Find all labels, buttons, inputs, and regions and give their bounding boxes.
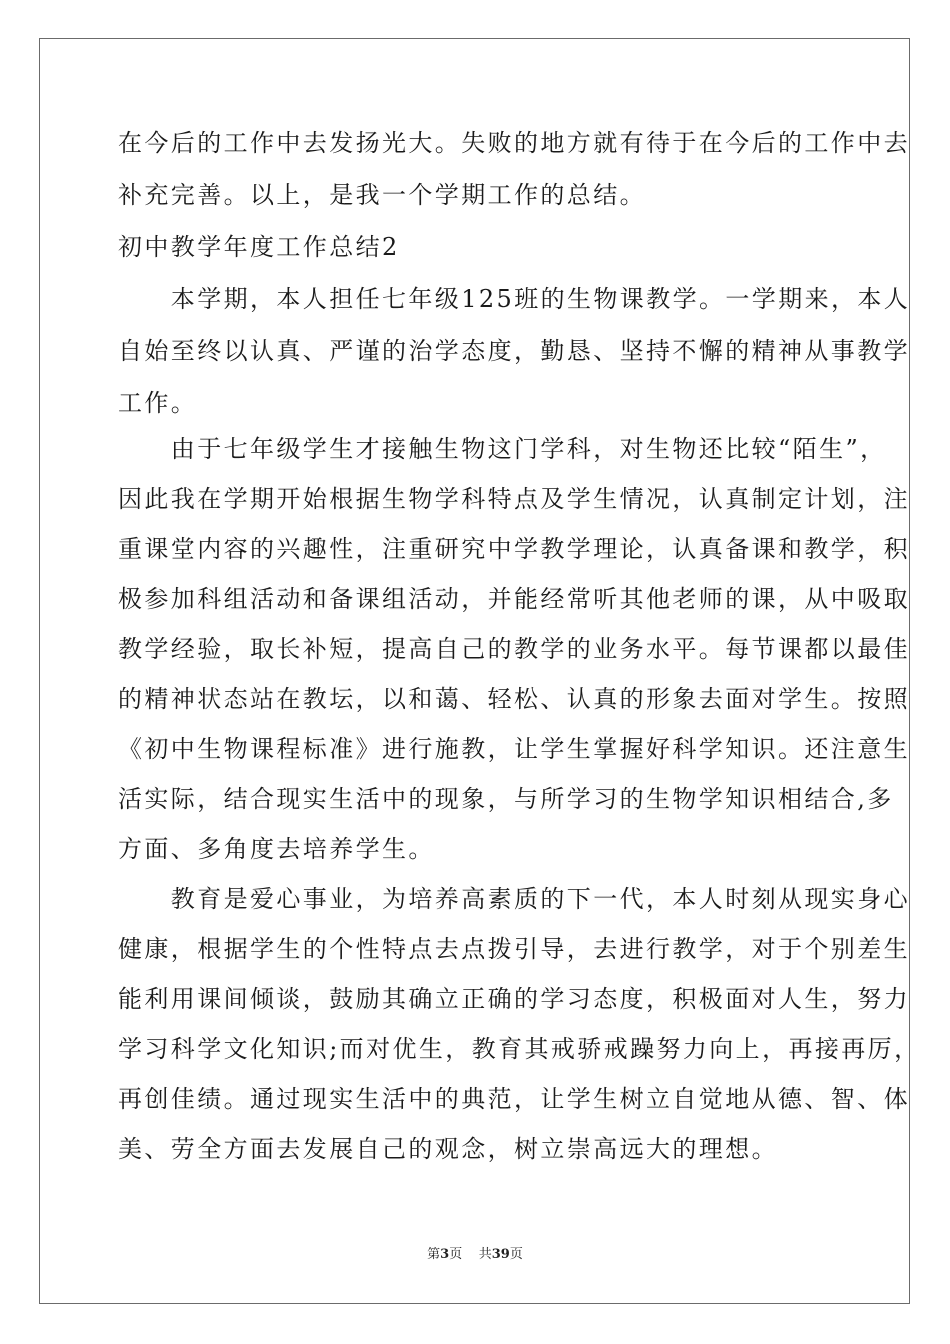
text-line: 美、劳全方面去发展自己的观念，树立崇高远大的理想。 <box>118 1135 778 1163</box>
page-border <box>39 38 910 1304</box>
text-line: 自始至终以认真、严谨的治学态度，勤恳、坚持不懈的精神从事教学 <box>118 337 910 365</box>
text-line: 极参加科组活动和备课组活动，并能经常听其他老师的课，从中吸取 <box>118 585 910 613</box>
text-line: 教育是爱心事业，为培养高素质的下一代，本人时刻从现实身心 <box>118 885 910 913</box>
text-line: 的精神状态站在教坛，以和蔼、轻松、认真的形象去面对学生。按照 <box>118 685 910 713</box>
text-line: 教学经验，取长补短，提高自己的教学的业务水平。每节课都以最佳 <box>118 635 910 663</box>
text-line: 学习科学文化知识;而对优生，教育其戒骄戒躁努力向上，再接再厉， <box>118 1035 921 1063</box>
page-number: 第3页 <box>427 1247 463 1262</box>
text-line: 活实际，结合现实生活中的现象，与所学习的生物学知识相结合,多 <box>118 785 894 813</box>
text-line: 重课堂内容的兴趣性，注重研究中学教学理论，认真备课和教学，积 <box>118 535 910 563</box>
text-line: 《初中生物课程标准》进行施教，让学生掌握好科学知识。还注意生 <box>118 735 910 763</box>
text-line: 由于七年级学生才接触生物这门学科，对生物还比较“陌生”， <box>118 435 887 463</box>
section-heading: 初中教学年度工作总结2 <box>118 233 400 261</box>
text-line: 方面、多角度去培养学生。 <box>118 835 435 863</box>
text-line: 因此我在学期开始根据生物学科特点及学生情况，认真制定计划，注 <box>118 485 910 513</box>
text-line: 本学期，本人担任七年级125班的生物课教学。一学期来，本人 <box>118 285 911 313</box>
text-line: 能利用课间倾谈，鼓励其确立正确的学习态度，积极面对人生，努力 <box>118 985 910 1013</box>
text-line: 工作。 <box>118 389 198 417</box>
text-line: 补充完善。以上，是我一个学期工作的总结。 <box>118 181 646 209</box>
text-line: 在今后的工作中去发扬光大。失败的地方就有待于在今后的工作中去 <box>118 129 910 157</box>
page-footer <box>0 1246 950 1264</box>
text-line: 健康，根据学生的个性特点去点拨引导，去进行教学，对于个别差生 <box>118 935 910 963</box>
page-total: 共39页 <box>478 1247 523 1262</box>
text-line: 再创佳绩。通过现实生活中的典范，让学生树立自觉地从德、智、体 <box>118 1085 910 1113</box>
